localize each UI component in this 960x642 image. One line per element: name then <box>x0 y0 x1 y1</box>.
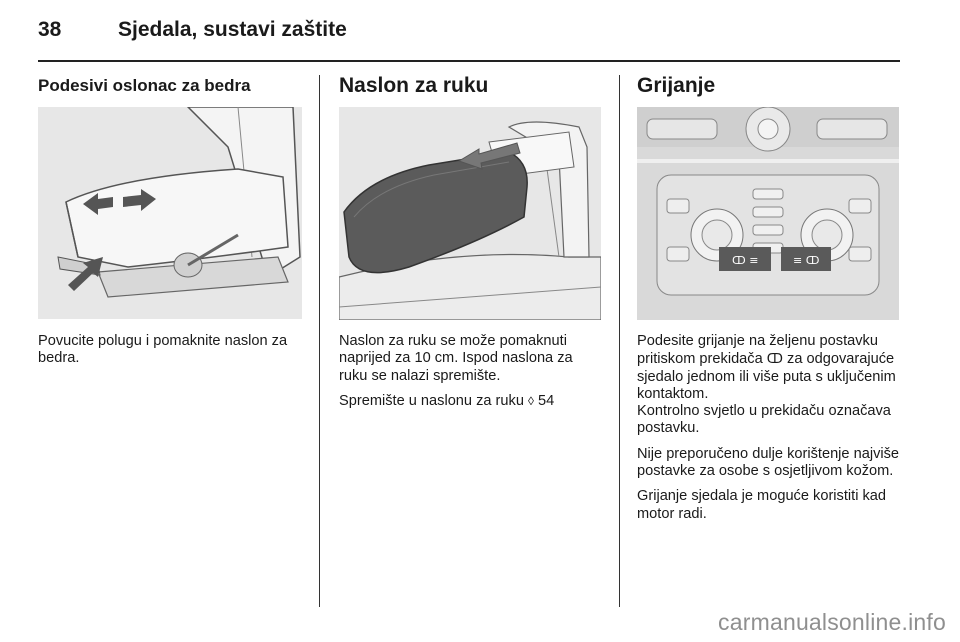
heating-figure <box>637 107 899 320</box>
armrest-illustration-icon <box>339 107 601 320</box>
thigh-support-text <box>38 333 302 376</box>
column-armrest <box>339 70 603 99</box>
thigh-support-illustration-icon <box>38 107 302 319</box>
column-heating <box>637 70 901 99</box>
column-thigh-support <box>38 70 306 96</box>
heating-paragraph-3: Nije preporučeno dulje korištenje najviše postavke za osobe s osjetljivom kožom. <box>637 445 900 480</box>
armrest-text <box>339 333 603 418</box>
section-heading-heating: Grijanje <box>637 74 716 97</box>
svg-text:≡ ↀ: ≡ ↀ <box>793 254 820 267</box>
armrest-paragraph-2 <box>339 393 603 410</box>
svg-text:ↀ ≡: ↀ ≡ <box>732 254 759 267</box>
armrest-storage-page[interactable]: 54 <box>533 392 555 409</box>
column-divider-1 <box>319 75 320 607</box>
section-heading-armrest: Naslon za ruku <box>339 74 489 97</box>
heated-seat-icon: ↀ <box>766 351 783 367</box>
chapter-title: Sjedala, sustavi zaštite <box>118 18 347 41</box>
heating-text <box>637 333 903 531</box>
heating-instruction-end: za odgovarajuće sjedalo jednom ili više puta s uključenim kontaktom. <box>637 351 896 402</box>
header-divider <box>38 60 900 62</box>
thigh-support-figure <box>38 107 302 319</box>
heated-seat-controls-illustration-icon <box>637 107 899 320</box>
page-number: 38 <box>38 18 62 41</box>
heating-paragraph-1 <box>637 333 903 403</box>
armrest-figure <box>339 107 601 320</box>
page-reference-icon: ◊ <box>528 393 534 408</box>
thigh-support-paragraph: Povucite polugu i pomaknite naslon za bedra. <box>38 333 288 367</box>
column-divider-2 <box>619 75 620 607</box>
armrest-paragraph-1: Naslon za ruku se može pomaknuti naprijed za 10 cm. Ispod naslona za ruku se nalazi spremište. <box>339 333 573 384</box>
heating-instruction-start: Podesite grijanje na željenu postavku pritiskom prekidača <box>637 333 878 368</box>
section-heading-thigh-support: Podesivi oslonac za bedra <box>38 76 251 95</box>
heating-paragraph-4: Grijanje sjedala je moguće koristiti kad motor radi. <box>637 488 887 522</box>
heating-paragraph-2: Kontrolno svjetlo u prekidaču označava postavku. <box>637 403 891 437</box>
armrest-storage-text: Spremište u naslonu za ruku <box>339 392 529 409</box>
site-watermark: carmanualsonline.info <box>718 609 946 635</box>
